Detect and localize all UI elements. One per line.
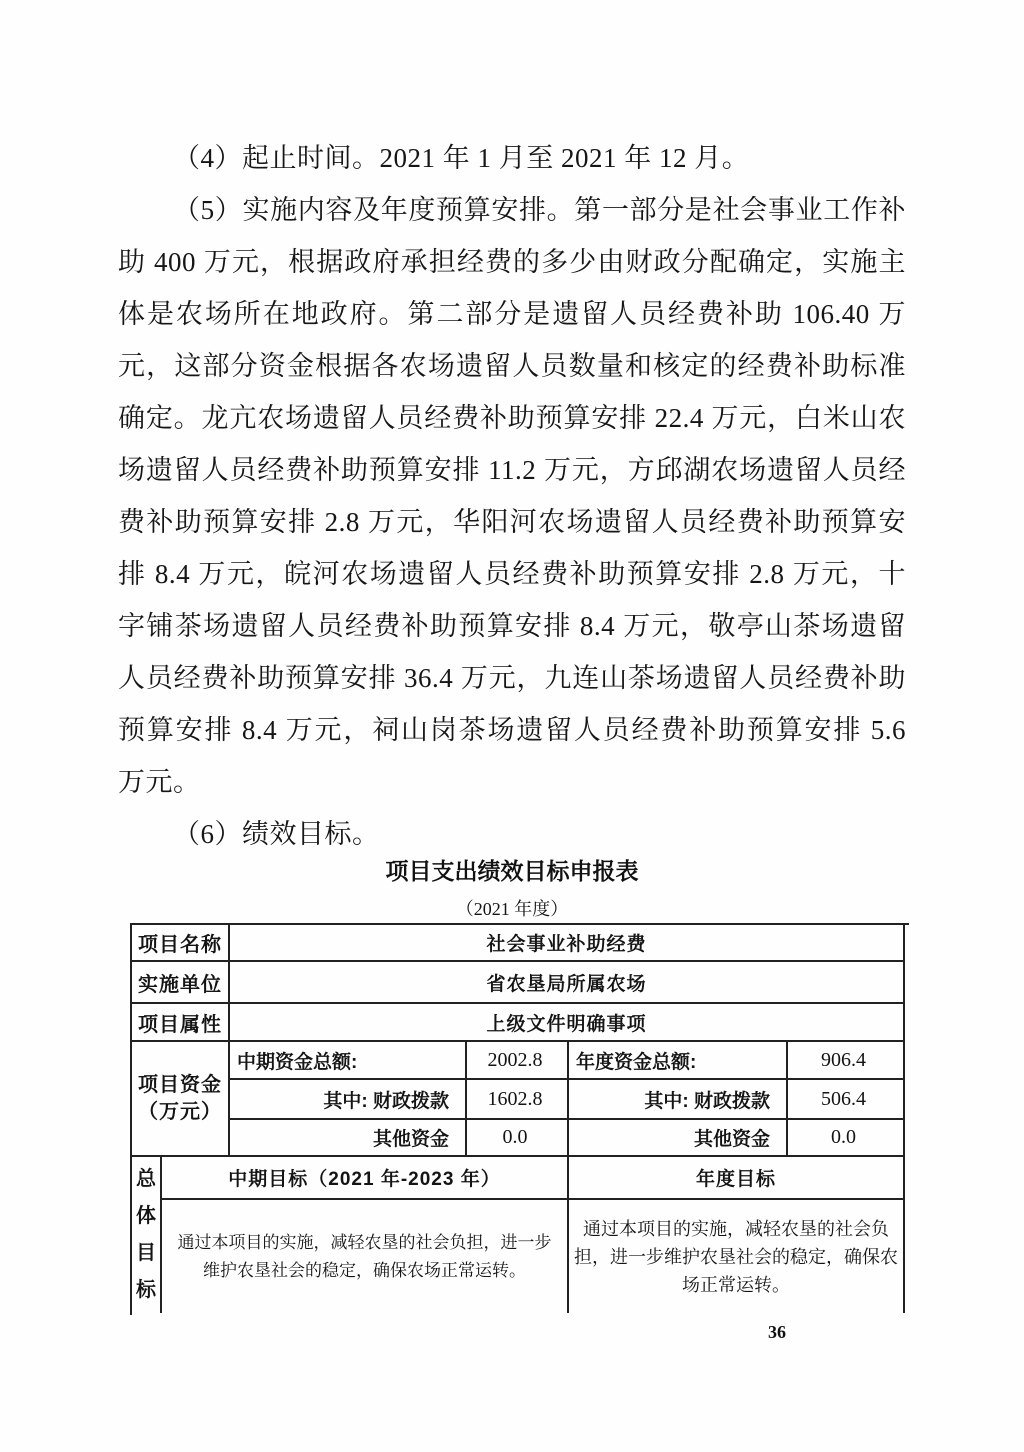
paragraph-4: （4）起止时间。2021 年 1 月至 2021 年 12 月。 xyxy=(173,143,750,173)
paragraph-5-line: 人员经费补助预算安排 36.4 万元，九连山茶场遗留人员经费补助 xyxy=(118,663,906,693)
mid-fiscal-label: 其中: 财政拨款 xyxy=(230,1080,467,1120)
overall-goal-label: 总 体 目 标 xyxy=(132,1157,162,1313)
paragraph-5-line: （5）实施内容及年度预算安排。第一部分是社会事业工作补 xyxy=(173,195,906,225)
year-fiscal-label: 其中: 财政拨款 xyxy=(569,1080,788,1120)
paragraph-5-line: 排 8.4 万元，皖河农场遗留人员经费补助预算安排 2.8 万元，十 xyxy=(118,559,906,589)
annual-goal-text: 通过本项目的实施，减轻农垦的社会负 担，进一步维护农垦社会的稳定，确保农 场正常运转。 xyxy=(569,1200,905,1313)
row-label-implement-unit: 实施单位 xyxy=(132,962,230,1004)
paragraph-5-line: 助 400 万元，根据政府承担经费的多少由财政分配确定，实施主 xyxy=(118,247,906,277)
row-value-project-attribute: 上级文件明确事项 xyxy=(230,1004,905,1042)
year-total-label: 年度资金总额: xyxy=(569,1042,788,1080)
mid-total-value: 2002.8 xyxy=(467,1042,569,1080)
paragraph-5-line: 元，这部分资金根据各农场遗留人员数量和核定的经费补助标准 xyxy=(118,351,906,381)
mid-term-goal-header: 中期目标（2021 年-2023 年） xyxy=(162,1157,569,1200)
paragraph-5-line: 字铺茶场遗留人员经费补助预算安排 8.4 万元，敬亭山茶场遗留 xyxy=(118,611,906,641)
paragraph-5-line: 体是农场所在地政府。第二部分是遗留人员经费补助 106.40 万 xyxy=(118,299,906,329)
performance-target-table xyxy=(130,923,909,1315)
year-other-label: 其他资金 xyxy=(569,1120,788,1157)
paragraph-5-line: 费补助预算安排 2.8 万元，华阳河农场遗留人员经费补助预算安 xyxy=(118,507,906,537)
paragraph-5-line: 万元。 xyxy=(118,767,201,797)
row-value-implement-unit: 省农垦局所属农场 xyxy=(230,962,905,1004)
mid-fiscal-value: 1602.8 xyxy=(467,1080,569,1120)
paragraph-6: （6）绩效目标。 xyxy=(173,819,380,849)
annual-goal-header: 年度目标 xyxy=(569,1157,905,1200)
row-label-project-name: 项目名称 xyxy=(132,925,230,962)
year-total-value: 906.4 xyxy=(788,1042,905,1080)
mid-total-label: 中期资金总额: xyxy=(230,1042,467,1080)
row-label-project-attribute: 项目属性 xyxy=(132,1004,230,1042)
mid-other-label: 其他资金 xyxy=(230,1120,467,1157)
mid-term-goal-text: 通过本项目的实施，减轻农垦的社会负担，进一步 维护农垦社会的稳定，确保农场正常运转。 xyxy=(162,1200,569,1313)
table-subtitle: （2021 年度） xyxy=(455,899,569,919)
funding-label xyxy=(132,1042,230,1157)
year-other-value: 0.0 xyxy=(788,1120,905,1157)
mid-other-value: 0.0 xyxy=(467,1120,569,1157)
funding-label-line1: 项目资金 xyxy=(138,1073,222,1096)
body-text xyxy=(118,132,906,860)
page-number: 36 xyxy=(768,1322,786,1342)
table-title: 项目支出绩效目标申报表 xyxy=(385,858,639,884)
paragraph-5-line: 确定。龙亢农场遗留人员经费补助预算安排 22.4 万元，白米山农 xyxy=(118,403,906,433)
year-fiscal-value: 506.4 xyxy=(788,1080,905,1120)
row-value-project-name: 社会事业补助经费 xyxy=(230,925,905,962)
funding-label-line2: （万元） xyxy=(138,1100,222,1123)
paragraph-5-line: 预算安排 8.4 万元，祠山岗茶场遗留人员经费补助预算安排 5.6 xyxy=(118,715,906,745)
paragraph-5-line: 场遗留人员经费补助预算安排 11.2 万元，方邱湖农场遗留人员经 xyxy=(118,455,906,485)
